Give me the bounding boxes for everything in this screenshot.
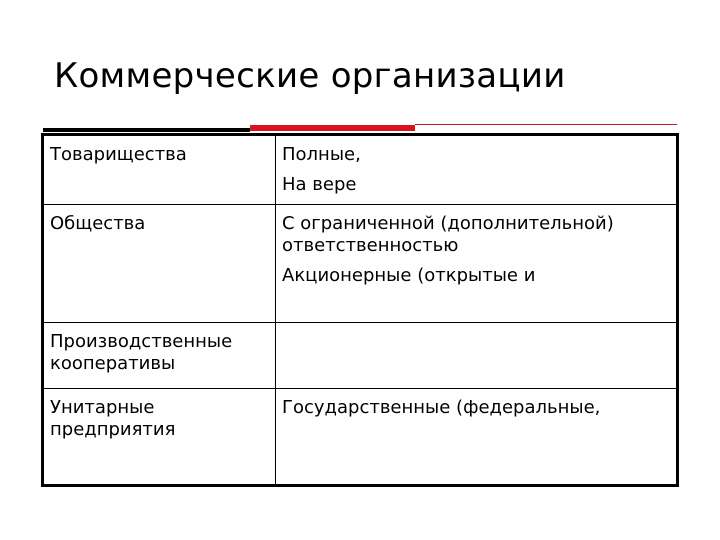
org-type-label: Унитарные предприятия bbox=[50, 397, 176, 440]
org-details-cell bbox=[276, 323, 678, 389]
org-details-cell bbox=[276, 389, 678, 486]
title-underline-red bbox=[250, 125, 415, 131]
table-row bbox=[43, 205, 678, 323]
org-type-label: Общества bbox=[50, 213, 146, 234]
org-detail: Государственные (федеральные, bbox=[282, 397, 601, 418]
org-type-cell bbox=[43, 389, 276, 486]
org-type-label: Производственные кооперативы bbox=[50, 331, 233, 374]
title-underline-dark bbox=[43, 128, 250, 132]
table-row bbox=[43, 135, 678, 205]
org-detail: На вере bbox=[282, 174, 357, 195]
slide-title: Коммерческие организации bbox=[54, 56, 566, 96]
table-row bbox=[43, 323, 678, 389]
table-row bbox=[43, 389, 678, 486]
org-type-cell bbox=[43, 135, 276, 205]
org-detail: Полные, bbox=[282, 144, 361, 165]
organizations-table bbox=[41, 133, 679, 487]
org-type-label: Товарищества bbox=[50, 144, 187, 165]
org-type-cell bbox=[43, 205, 276, 323]
org-details-cell bbox=[276, 135, 678, 205]
org-detail: Акционерные (открытые и bbox=[282, 265, 536, 286]
org-type-cell bbox=[43, 323, 276, 389]
org-details-cell bbox=[276, 205, 678, 323]
org-detail: С ограниченной (дополнительной) ответственностью bbox=[282, 213, 614, 256]
title-underline-thin bbox=[415, 124, 677, 125]
